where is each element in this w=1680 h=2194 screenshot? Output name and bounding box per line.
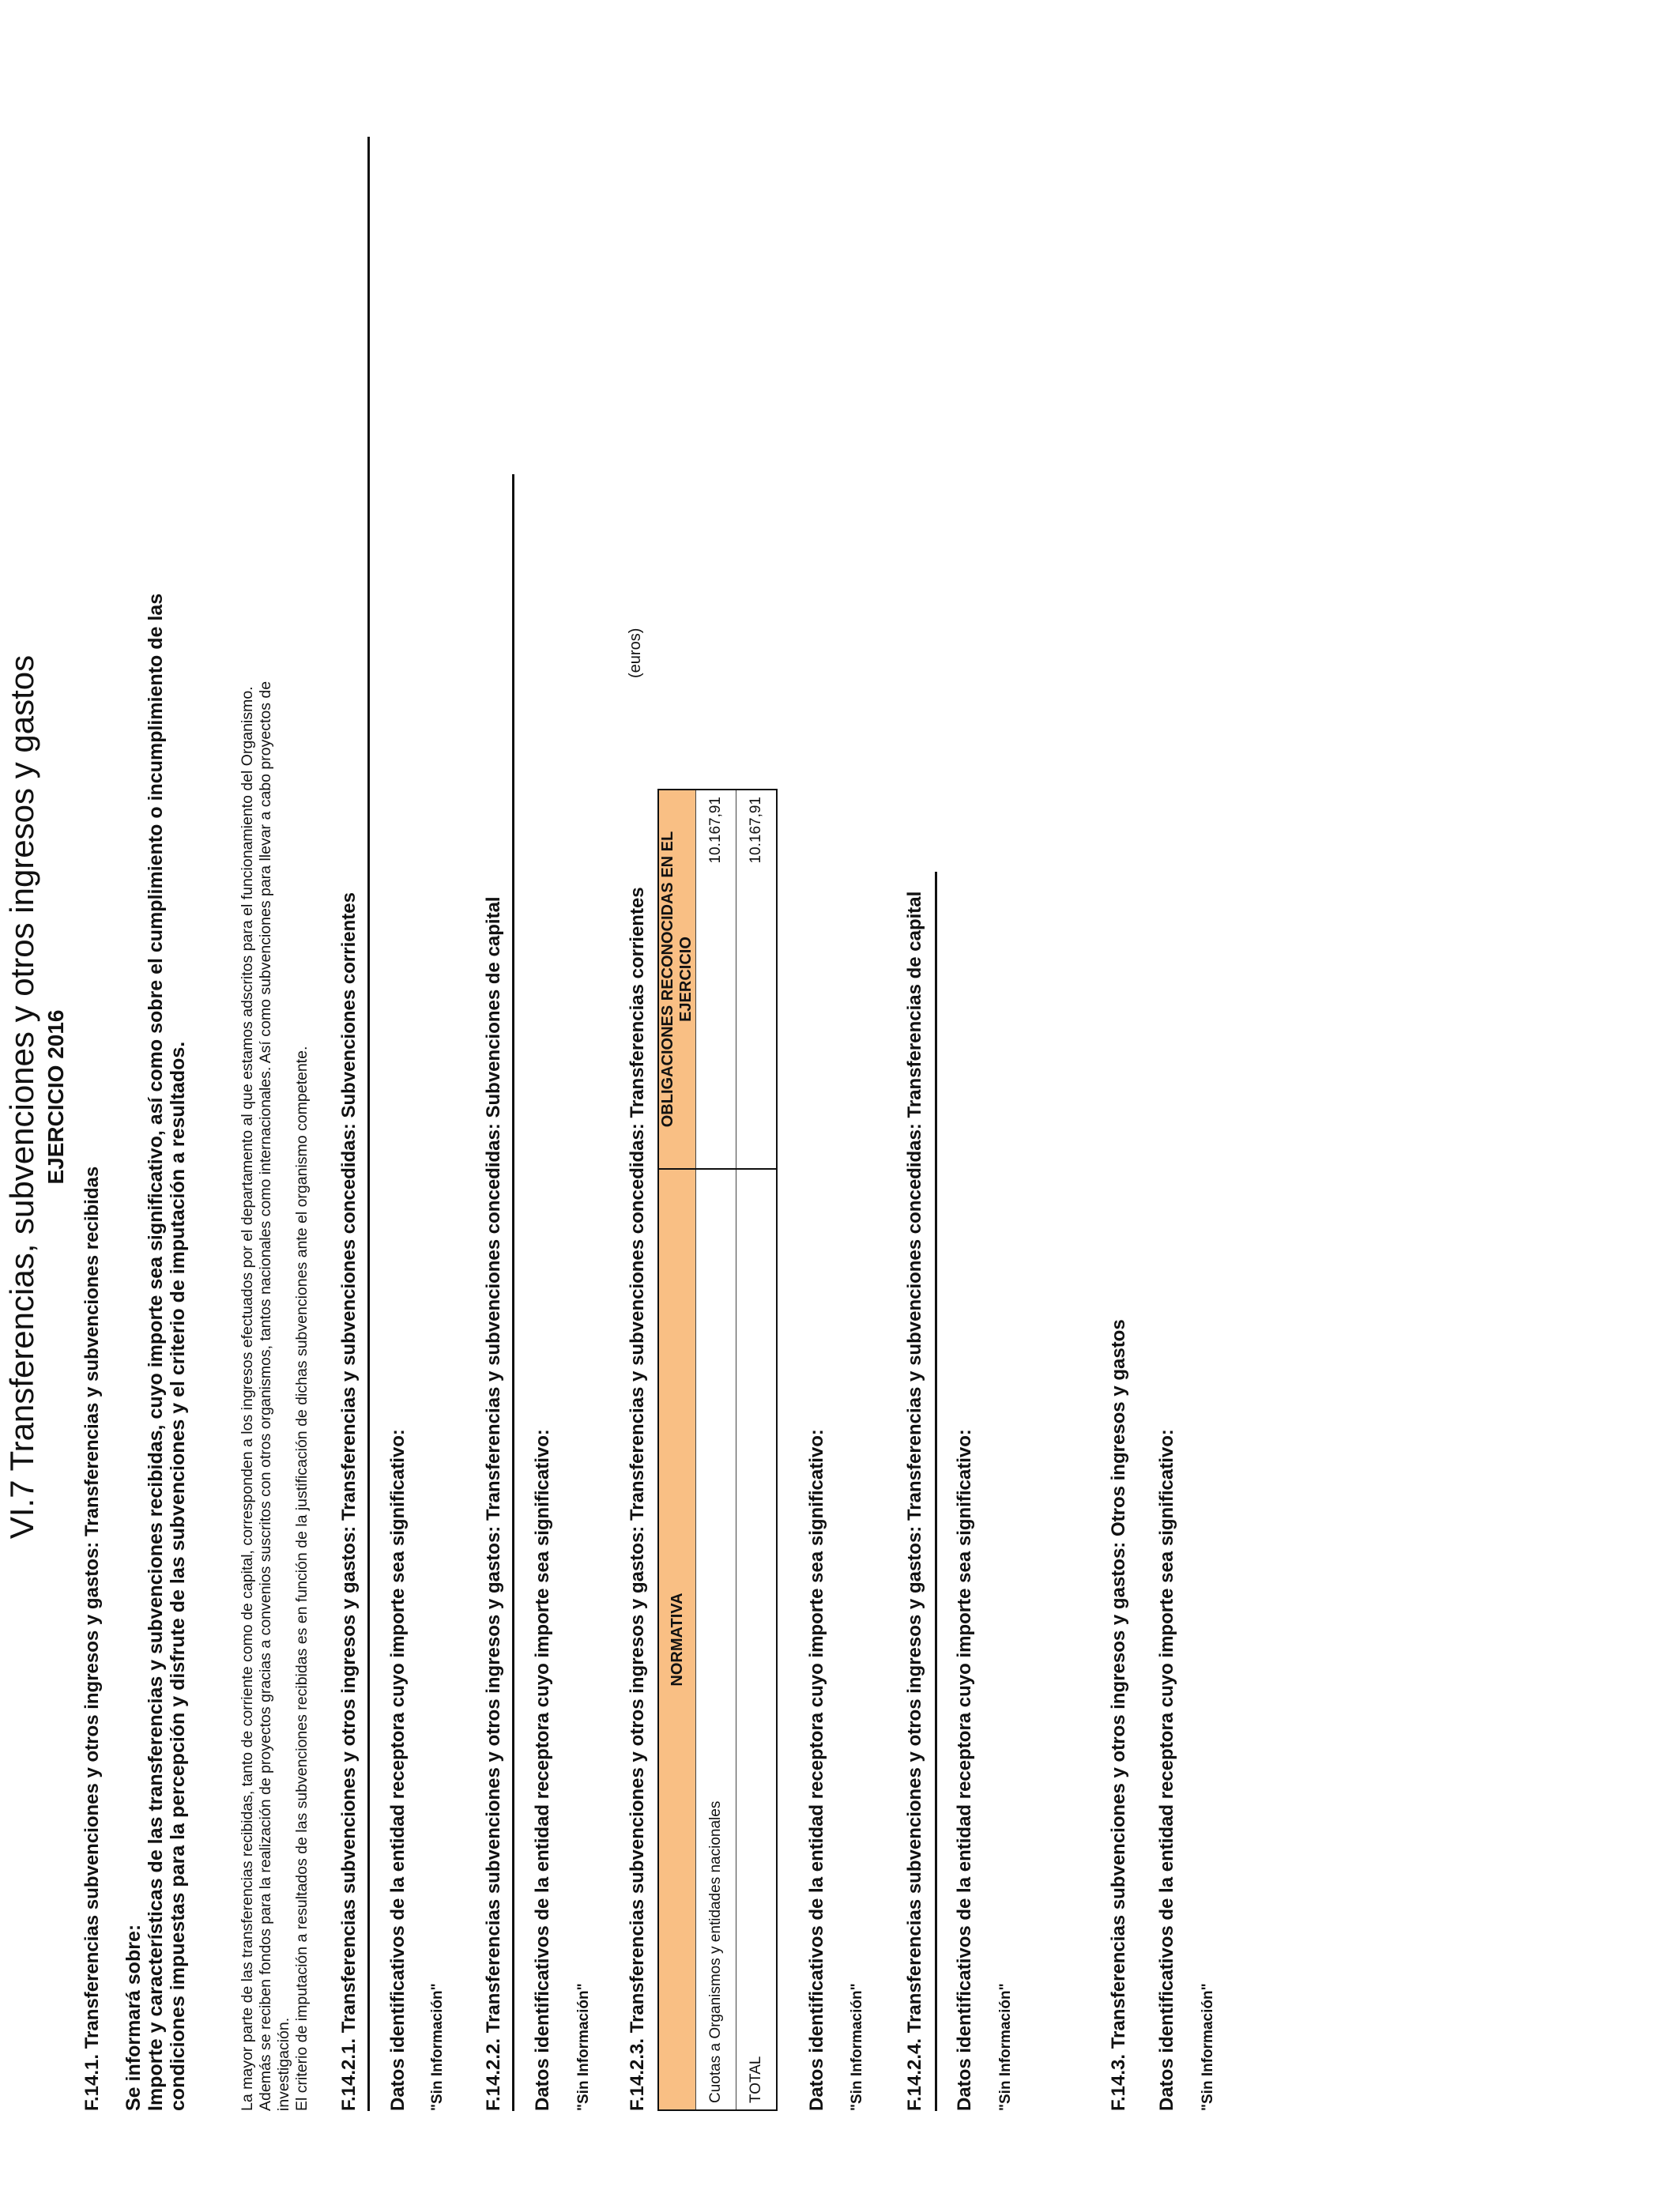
section-heading-f1424: F.14.2.4. Transferencias subvenciones y otros ingresos y gastos: Transferencias y subvenciones concedidas: Transferencias de capital xyxy=(904,891,925,2111)
header-obligaciones: OBLIGACIONES RECONOCIDAS EN EL EJERCICIO xyxy=(658,790,696,1169)
importe-line-2: condiciones impuestas para la percepción y disfrute de las subvenciones y el criterio de imputación a resultados. xyxy=(167,1041,189,2111)
divider-rule xyxy=(367,137,370,2111)
table-row xyxy=(736,790,778,2110)
section-heading-f141: F.14.1. Transferencias subvenciones y otros ingresos y gastos: Transferencias y subvenciones recibidas xyxy=(81,1166,103,2111)
body-text-line-2: Además se reciben fondos para la realización de proyectos gracias a convenios suscritos con otros organismos, tantos nacionales como internacionales. Así como subvenciones para llevar a cabo proyectos de xyxy=(257,680,274,2111)
header-normativa: NORMATIVA xyxy=(658,1169,696,2110)
section-heading-f1423: F.14.2.3. Transferencias subvenciones y otros ingresos y gastos: Transferencias y subvenciones concedidas: Transferencias corrientes xyxy=(627,887,648,2111)
datos-label-f1421: Datos identificativos de la entidad receptora cuyo importe sea significativo: xyxy=(387,1429,409,2111)
section-heading-f1421: F.14.2.1. Transferencias subvenciones y otros ingresos y gastos: Transferencias y subvenciones concedidas: Subvenciones corrientes xyxy=(338,892,360,2111)
row-value: 10.167,91 xyxy=(736,790,778,1169)
transfers-table xyxy=(657,789,778,2111)
table-row xyxy=(696,790,736,2110)
report-exercise: EJERCICIO 2016 xyxy=(43,1009,68,1185)
section-heading-f143: F.14.3. Transferencias subvenciones y otros ingresos y gastos: Otros ingresos y gastos xyxy=(1108,1319,1129,2111)
sin-info-f1424: "Sin Información" xyxy=(997,1983,1014,2111)
divider-rule xyxy=(935,872,937,2111)
sin-info-f1423: "Sin Información" xyxy=(849,1983,865,2111)
sin-info-f1421: "Sin Información" xyxy=(429,1983,446,2111)
sin-info-f1422: "Sin Información" xyxy=(575,1983,592,2111)
datos-label-f1422: Datos identificativos de la entidad receptora cuyo importe sea significativo: xyxy=(532,1429,553,2111)
datos-label-f1423: Datos identificativos de la entidad receptora cuyo importe sea significativo: xyxy=(806,1429,827,2111)
informara-label: Se informará sobre: xyxy=(122,1924,145,2111)
row-value: 10.167,91 xyxy=(696,790,736,1169)
datos-label-f1424: Datos identificativos de la entidad receptora cuyo importe sea significativo: xyxy=(954,1429,975,2111)
table-header-row xyxy=(658,790,696,2110)
currency-note: (euros) xyxy=(627,628,644,678)
body-text-line-1: La mayor parte de las transferencias recibidas, tanto de corriente como de capital, corresponden a los ingresos efectuados por el departamento al que estamos adscritos para el funcionamiento del Organismo. xyxy=(239,686,256,2111)
datos-label-f143: Datos identificativos de la entidad receptora cuyo importe sea significativo: xyxy=(1156,1429,1177,2111)
importe-line-1: Importe y características de las transferencias y subvenciones recibidas, cuyo importe sea significativo, así como sobre el cumplimiento o incumplimiento de las xyxy=(145,593,167,2111)
section-heading-f1422: F.14.2.2. Transferencias subvenciones y otros ingresos y gastos: Transferencias y subvenciones concedidas: Subvenciones de capital xyxy=(483,896,504,2111)
row-label: Cuotas a Organismos y entidades nacionales xyxy=(696,1169,736,2110)
body-text-line-4: El criterio de imputación a resultados de las subvenciones recibidas es en función de la justificación de dichas subvenciones ante el organismo competente. xyxy=(293,1046,311,2111)
divider-rule xyxy=(512,474,514,2111)
sin-info-f143: "Sin Información" xyxy=(1200,1983,1216,2111)
report-title: VI.7 Transferencias, subvenciones y otros ingresos y gastos xyxy=(3,654,40,1540)
row-label: TOTAL xyxy=(736,1169,778,2110)
body-text-line-3: investigación. xyxy=(275,2017,292,2111)
